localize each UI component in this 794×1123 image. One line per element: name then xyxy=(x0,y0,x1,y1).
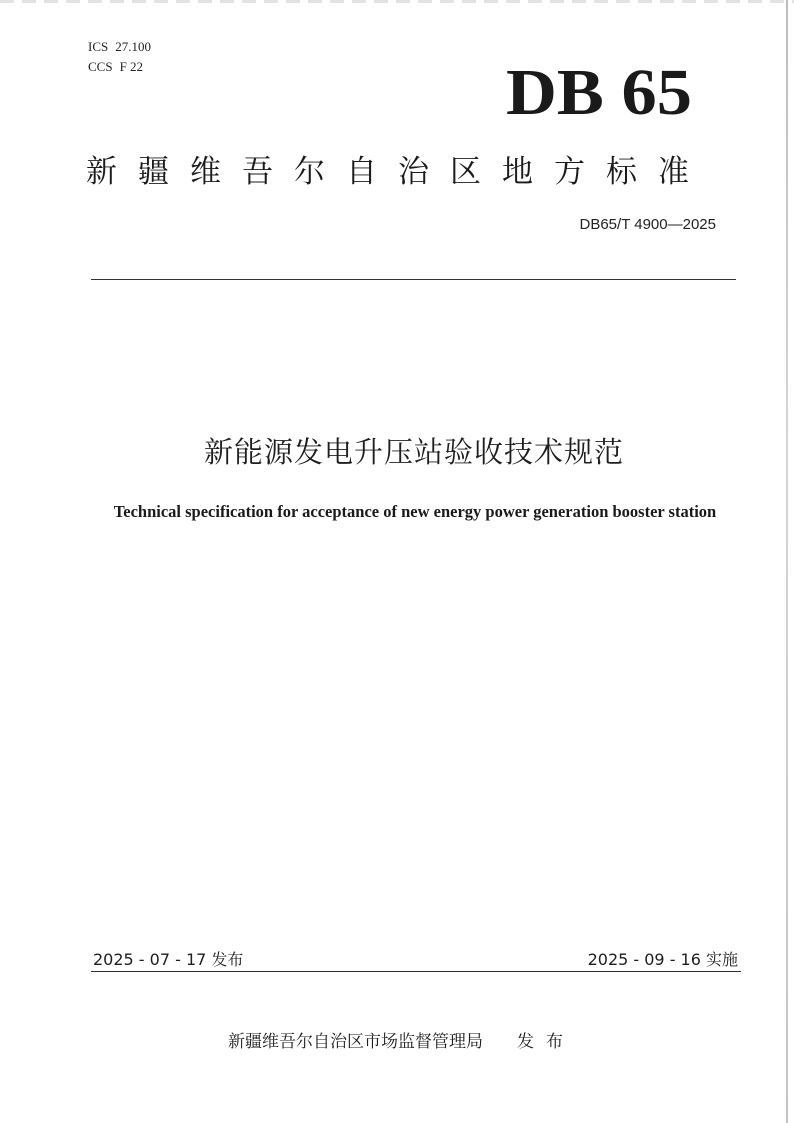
ics-code xyxy=(88,37,151,57)
issuer-action: 发布 xyxy=(517,1032,575,1052)
ics-label: ICS xyxy=(88,39,109,54)
implementation-date: 2025 - 09 - 16 实施 xyxy=(587,950,738,969)
db65-logo xyxy=(506,62,696,122)
ccs-value: F 22 xyxy=(119,59,144,74)
ccs-label: CCS xyxy=(88,59,113,74)
standard-type: 新疆维吾尔自治区地方标准 xyxy=(86,154,710,190)
ics-value: 27.100 xyxy=(115,39,151,54)
header-divider xyxy=(91,279,736,280)
issuer-name: 新疆维吾尔自治区市场监督管理局 xyxy=(228,1032,483,1052)
issuer-line xyxy=(228,1027,575,1052)
classification-codes xyxy=(88,37,151,77)
db65-logo-text: DB 65 xyxy=(506,62,692,122)
scan-edge xyxy=(786,0,788,1123)
ccs-code xyxy=(88,57,151,77)
standard-number: DB65/T 4900—2025 xyxy=(579,216,716,233)
title-chinese: 新能源发电升压站验收技术规范 xyxy=(203,435,624,469)
footer-divider xyxy=(91,971,741,972)
issue-date: 2025 - 07 - 17 发布 xyxy=(93,950,244,969)
title-english: Technical specification for acceptance of new energy power generation booster station xyxy=(113,502,717,521)
scan-border xyxy=(0,0,794,3)
